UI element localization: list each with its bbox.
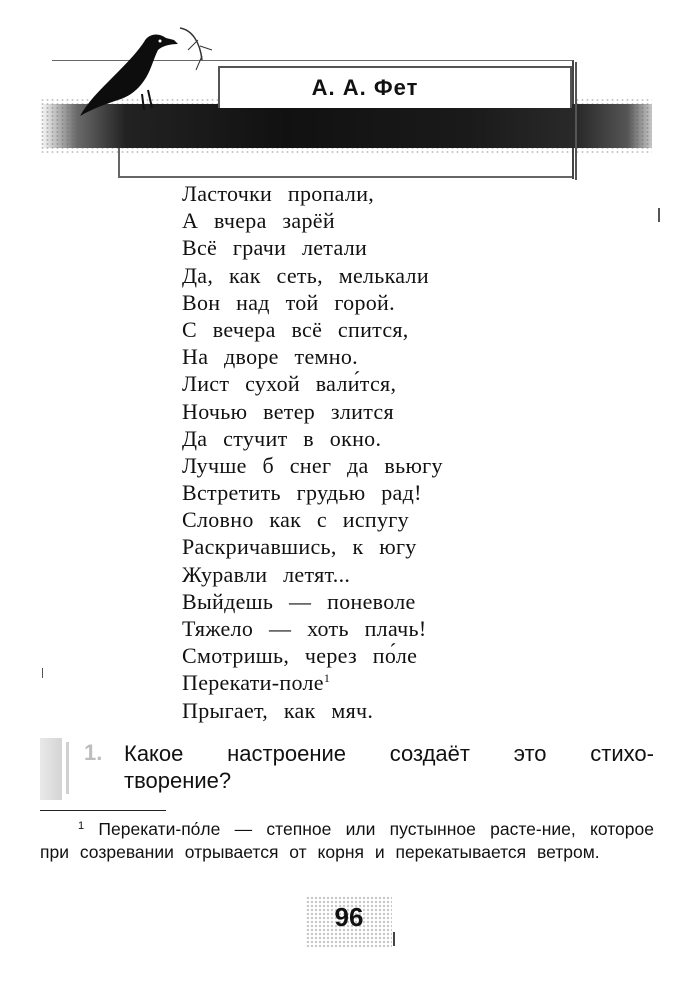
poem-line: Перекати-поле [182, 670, 324, 696]
poem-line: Тяжело — хоть плачь! [182, 616, 427, 641]
poem-line: Встретить грудью рад! [182, 480, 422, 506]
question-number: 1. [84, 740, 103, 765]
poem-line: Раскричавшись, к югу [182, 534, 417, 560]
poem-line: Ласточки пропали, [182, 181, 375, 206]
poem-line: Словно как с испугу [182, 507, 409, 533]
scan-mark [42, 668, 43, 678]
footnote-mark: 1 [78, 820, 85, 832]
footnote-text: Перекати-по́ле — степное или пустынное расте-ние, которое при созревании отрывается от корня и перекатывается ветром. [40, 819, 654, 862]
author-title: А. А. Фет [311, 75, 419, 100]
question-text: Какое настроение создаёт это стихо-творение? [124, 741, 654, 793]
scan-mark [658, 208, 660, 222]
poem-line: Вон над той горой. [182, 289, 395, 315]
poem-line: Журавли летят... [182, 561, 351, 587]
poem-line: Да, как сеть, мелькали [182, 262, 429, 288]
question-marker-line [66, 742, 69, 794]
poem-line: Смотришь, через по́ле [182, 643, 418, 669]
poem-line-with-footnote [182, 669, 602, 696]
poem-line: Ночью ветер злится [182, 398, 394, 424]
footnote-reference: 1 [323, 671, 331, 686]
page-number-box [306, 896, 392, 948]
poem [182, 180, 602, 724]
title-box [218, 66, 572, 108]
poem-line: А вчера зарёй [182, 208, 335, 234]
page-number: 96 [334, 902, 364, 932]
poem-line: Прыгает, как мяч. [182, 697, 374, 723]
crow-icon [78, 24, 188, 120]
poem-line: Лист сухой вали́тся, [182, 371, 397, 397]
poem-line: На дворе темно. [182, 344, 358, 370]
poem-line: Выйдешь — поневоле [182, 588, 416, 614]
poem-line: С вечера всё спится, [182, 316, 409, 342]
banner-frame-bottom [118, 148, 572, 178]
question-marker-bar [40, 738, 62, 800]
page-number-tick [393, 932, 395, 946]
footnote [40, 818, 654, 864]
footnote-divider [40, 810, 166, 811]
poem-line: Да стучит в окно. [182, 425, 382, 451]
poem-line: Лучше б снег да вьюгу [182, 452, 443, 478]
poem-line: Всё грачи летали [182, 235, 368, 261]
